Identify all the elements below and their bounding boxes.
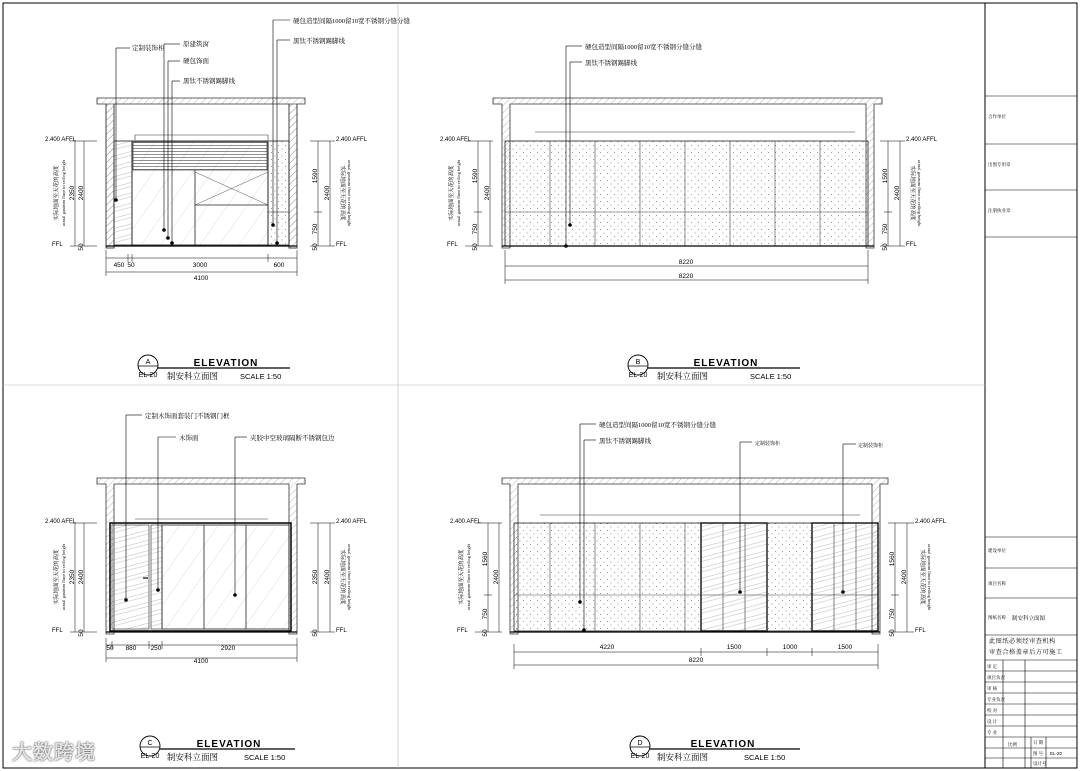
dim-text: 50: [127, 262, 135, 269]
dim-text: 1560: [889, 551, 896, 567]
sign-label: 审 核: [987, 686, 998, 691]
elevation-tag-d: [630, 736, 800, 762]
dim-text: 2400: [78, 185, 85, 201]
dim-text: 2350: [69, 185, 76, 201]
svg-text:2.400 AFFL: 2.400 AFFL: [450, 519, 482, 525]
tag-code: EL-20: [630, 753, 650, 760]
height-label-en: actual gastrom floor to ceiling height: [347, 159, 352, 227]
tag-letter: C: [147, 740, 153, 747]
sign-label: 专 业: [987, 730, 998, 735]
svg-text:2.400 AFFL: 2.400 AFFL: [915, 519, 947, 525]
svg-text:2.400 AFFL: 2.400 AFFL: [336, 519, 368, 525]
title-block-label: 出图专用章: [988, 162, 1011, 167]
svg-text:2.400 AFFL: 2.400 AFFL: [440, 137, 472, 143]
dim-text: 2400: [493, 569, 500, 585]
elevation-title: ELEVATION: [693, 358, 759, 369]
dim-text: 3000: [192, 262, 208, 269]
tag-letter: D: [637, 740, 643, 747]
dim-text: 4220: [599, 644, 615, 651]
dim-text: 1590: [472, 168, 479, 184]
dim-text: 750: [482, 608, 489, 620]
sign-label: 专业负责: [987, 697, 1005, 702]
sign-label: 校 对: [987, 708, 998, 713]
sheet-label: 图 号: [1033, 751, 1044, 756]
height-label-cn: 实际地面至天花的高度: [919, 549, 925, 605]
height-label-en: actual gastrom floor to ceiling height: [61, 159, 66, 227]
elevation-panel-c: [45, 415, 368, 662]
dim-text: 1590: [312, 168, 319, 184]
callout-text: 硬包造型间隔1000留10宽不锈钢分缝分缝: [293, 18, 410, 25]
elevation-tag-b: [628, 355, 800, 381]
svg-text:FFL: FFL: [336, 628, 347, 634]
callout-text: 木饰面: [179, 435, 199, 442]
title-block-label: 注册执业章: [988, 208, 1011, 213]
dim-text: 2400: [894, 185, 901, 201]
dim-text: 50: [78, 629, 85, 637]
sheet-number: EL-20: [1050, 751, 1063, 756]
date-label: 日 期: [1033, 740, 1044, 745]
dim-text: 8220: [678, 273, 694, 280]
title-block: [985, 96, 1077, 768]
sign-label: 审 定: [987, 664, 998, 669]
svg-text:FFL: FFL: [52, 242, 63, 248]
dim-text: 750: [889, 608, 896, 620]
callout-text: 定制木饰面套装门不锈钢门框: [145, 413, 230, 420]
dim-text: 50: [482, 629, 489, 637]
elevation-title-cn: 制安科立面图: [167, 371, 219, 381]
tag-letter: A: [145, 359, 151, 366]
height-label-en: actual gastrom floor to ceiling height: [61, 543, 66, 611]
approval-note: 此图纸必须经审查机构: [989, 638, 1056, 645]
dim-text: 50: [882, 243, 889, 251]
svg-text:2.400 AFFL: 2.400 AFFL: [45, 137, 77, 143]
callout-text: 原建筑窗: [183, 41, 209, 48]
dim-text: 600: [273, 262, 285, 269]
drawing-name: 制安科立面图: [1012, 616, 1046, 622]
dim-text: 880: [125, 645, 137, 652]
tag-code: EL-20: [140, 753, 160, 760]
elevation-scale: SCALE 1:50: [240, 372, 282, 381]
svg-text:FFL: FFL: [336, 242, 347, 248]
approval-note: 审查合格盖章后方可施工: [989, 649, 1063, 656]
elevation-title: ELEVATION: [193, 358, 259, 369]
svg-text:FFL: FFL: [457, 628, 468, 634]
callout-text: 定制装饰柜: [858, 444, 884, 449]
svg-text:FFL: FFL: [447, 242, 458, 248]
title-block-label: 合作单位: [988, 114, 1006, 119]
sign-label: 设 计: [987, 719, 998, 724]
title-block-label: 建设单位: [988, 548, 1006, 553]
dim-text: 2350: [69, 569, 76, 585]
dim-text: 1000: [782, 644, 798, 651]
dim-text: 2400: [324, 185, 331, 201]
height-label-cn: 实际地面至天花的高度: [909, 165, 915, 221]
dim-text: 2350: [312, 569, 319, 585]
watermark: 大数跨境: [12, 740, 96, 764]
callout-text: 硬包造型间隔1000留10宽不锈钢分缝分缝: [599, 422, 716, 429]
elevation-title: ELEVATION: [196, 739, 262, 750]
dim-text: 50: [78, 243, 85, 251]
svg-text:2.400 AFFL: 2.400 AFFL: [336, 137, 368, 143]
callout-text: 定制装饰柜: [755, 442, 781, 447]
callout-text: 硬包造型间隔1000留10宽不锈钢分缝分缝: [585, 44, 702, 51]
height-label-en: actual gastrom floor to ceiling height: [927, 543, 932, 611]
title-block-label: 图纸名称: [988, 615, 1006, 620]
callout-text: 黑钛不锈钢踢脚线: [585, 60, 637, 67]
dim-text: 1590: [882, 168, 889, 184]
elevation-panel-b: [440, 46, 938, 284]
dim-text: 2400: [78, 569, 85, 585]
callout-text: 黑钛不锈钢踢脚线: [183, 78, 235, 85]
tag-code: EL-20: [628, 372, 648, 379]
dim-text: 2400: [324, 569, 331, 585]
height-label-cn: 实际地面至天花的高度: [339, 165, 345, 221]
elevation-scale: SCALE 1:50: [750, 372, 792, 381]
elevation-scale: SCALE 1:50: [744, 753, 786, 762]
svg-text:2.400 AFFL: 2.400 AFFL: [906, 137, 938, 143]
design-no-label: 设计号: [1033, 761, 1047, 766]
svg-text:FFL: FFL: [906, 242, 917, 248]
dim-text: 750: [472, 223, 479, 235]
height-label-cn: 实际地面至天花的高度: [449, 165, 455, 221]
dim-text: 1500: [726, 644, 742, 651]
elevation-panel-d: [450, 424, 947, 669]
tag-code: EL-20: [138, 372, 158, 379]
dim-text: 450: [113, 262, 125, 269]
callout-text: 黑钛不锈钢踢脚线: [293, 38, 345, 45]
svg-text:FFL: FFL: [915, 628, 926, 634]
sign-label: 项目负责: [987, 675, 1005, 680]
dim-text: 2400: [484, 185, 491, 201]
elevation-title-cn: 制安科立面图: [167, 752, 219, 762]
callout-text: 硬包饰面: [183, 58, 209, 65]
height-label-en: actual gastrom floor to ceiling height: [917, 159, 922, 227]
dim-text: 1500: [837, 644, 853, 651]
dim-text: 8220: [678, 259, 694, 266]
dim-text: 250: [150, 645, 162, 652]
dim-text: 50: [312, 629, 319, 637]
dim-text: 8220: [688, 657, 704, 664]
elevation-tag-a: [138, 355, 290, 381]
elevation-title: ELEVATION: [690, 739, 756, 750]
dim-text: 50: [106, 645, 114, 652]
svg-text:FFL: FFL: [52, 628, 63, 634]
elevation-title-cn: 制安科立面图: [657, 752, 709, 762]
height-label-en: actual gastrom floor to ceiling height: [466, 543, 471, 611]
dim-text: 4100: [193, 275, 209, 282]
title-block-label: 项目名称: [988, 581, 1006, 586]
ratio-label: 比例: [1008, 742, 1017, 747]
dim-text: 2920: [220, 645, 236, 652]
elevation-title-cn: 制安科立面图: [657, 371, 709, 381]
tag-letter: B: [635, 359, 641, 366]
dim-text: 750: [882, 223, 889, 235]
height-label-en: actual gastrom floor to ceiling height: [347, 543, 352, 611]
dim-text: 1560: [482, 551, 489, 567]
height-label-cn: 实际地面至天花的高度: [339, 549, 345, 605]
dim-text: 4100: [193, 658, 209, 665]
callout-text: 夹胶中空玻璃隔断不锈钢包边: [250, 435, 335, 442]
elevation-tag-c: [140, 736, 295, 762]
dim-text: 50: [312, 243, 319, 251]
height-label-cn: 实际地面至天花的高度: [459, 549, 465, 605]
dim-text: 50: [472, 243, 479, 251]
dim-text: 750: [312, 223, 319, 235]
callout-text: 黑钛不锈钢踢脚线: [599, 438, 651, 445]
dim-text: 2400: [901, 569, 908, 585]
svg-text:2.400 AFFL: 2.400 AFFL: [45, 519, 77, 525]
height-label-cn: 实际地面至天花的高度: [54, 549, 60, 605]
callout-text: 定制装饰柜: [132, 45, 165, 52]
height-label-en: actual gastrom floor to ceiling height: [456, 159, 461, 227]
dim-text: 50: [889, 629, 896, 637]
elevation-scale: SCALE 1:50: [244, 753, 286, 762]
height-label-cn: 实际地面至天花的高度: [54, 165, 60, 221]
